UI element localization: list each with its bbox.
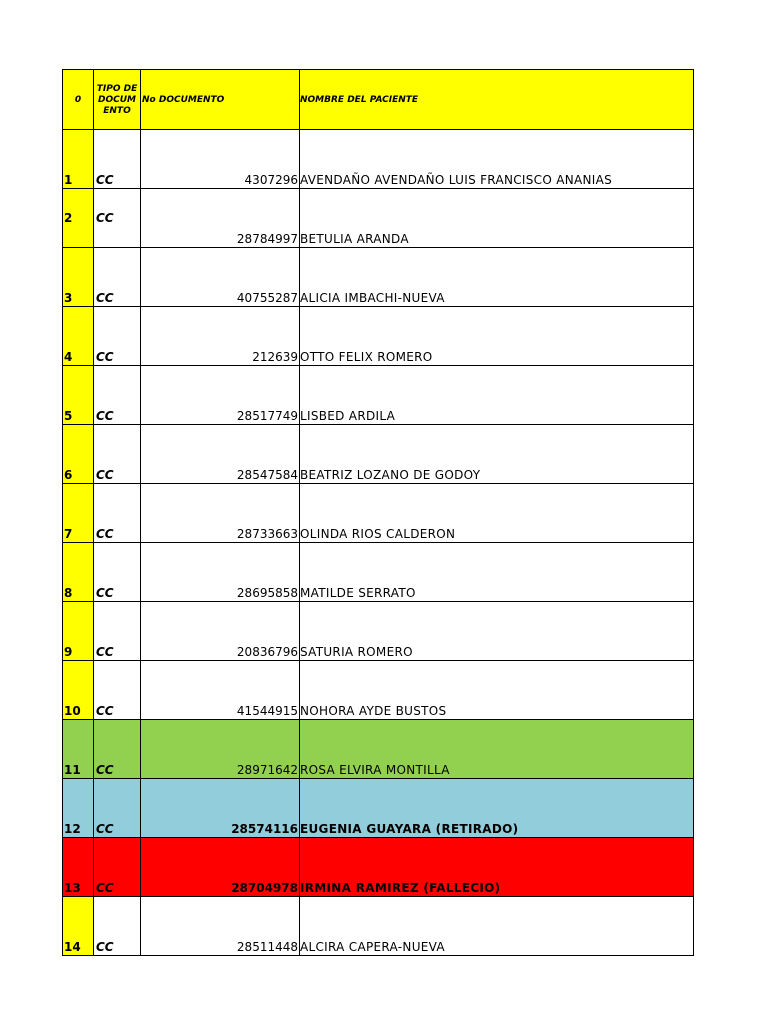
row-nombre-cell[interactable]: BEATRIZ LOZANO DE GODOY — [300, 425, 694, 484]
row-nombre-cell[interactable]: ALCIRA CAPERA-NUEVA — [300, 897, 694, 956]
table-row — [63, 189, 694, 248]
row-num-cell[interactable]: 12 — [63, 779, 94, 838]
row-nombre-cell[interactable]: MATILDE SERRATO — [300, 543, 694, 602]
row-num-cell[interactable]: 4 — [63, 307, 94, 366]
row-tipo-cell[interactable]: CC — [94, 602, 141, 661]
row-num-cell[interactable]: 1 — [63, 130, 94, 189]
row-documento-cell[interactable]: 212639 — [141, 307, 300, 366]
row-num-cell[interactable]: 7 — [63, 484, 94, 543]
row-tipo-cell[interactable]: CC — [94, 661, 141, 720]
table-row — [63, 661, 694, 720]
row-documento-cell[interactable]: 28971642 — [141, 720, 300, 779]
row-tipo-cell[interactable]: CC — [94, 838, 141, 897]
row-num-cell[interactable]: 14 — [63, 897, 94, 956]
header-tipo-line: TIPO DE — [96, 84, 138, 94]
row-num-cell[interactable]: 13 — [63, 838, 94, 897]
table-row — [63, 425, 694, 484]
row-documento-cell[interactable]: 28695858 — [141, 543, 300, 602]
row-nombre-cell[interactable]: LISBED ARDILA — [300, 366, 694, 425]
row-nombre-cell[interactable]: NOHORA AYDE BUSTOS — [300, 661, 694, 720]
row-nombre-cell[interactable]: OLINDA RIOS CALDERON — [300, 484, 694, 543]
row-num-cell[interactable]: 2 — [63, 189, 94, 248]
table-row — [63, 484, 694, 543]
row-num-cell[interactable]: 5 — [63, 366, 94, 425]
header-num-cell[interactable]: 0 — [63, 70, 94, 130]
table-row — [63, 130, 694, 189]
header-tipo-line: ENTO — [103, 106, 131, 116]
row-tipo-cell[interactable]: CC — [94, 779, 141, 838]
header-tipo-line: DOCUM — [98, 95, 136, 105]
row-tipo-cell[interactable]: CC — [94, 130, 141, 189]
row-nombre-cell[interactable]: EUGENIA GUAYARA (RETIRADO) — [300, 779, 694, 838]
row-tipo-cell[interactable]: CC — [94, 366, 141, 425]
header-tipo-cell[interactable] — [94, 70, 141, 130]
row-documento-cell[interactable]: 4307296 — [141, 130, 300, 189]
row-documento-cell[interactable]: 40755287 — [141, 248, 300, 307]
row-documento-cell[interactable]: 28704978 — [141, 838, 300, 897]
row-nombre-cell[interactable]: AVENDAÑO AVENDAÑO LUIS FRANCISCO ANANIAS — [300, 130, 694, 189]
row-num-cell[interactable]: 6 — [63, 425, 94, 484]
table-row — [63, 366, 694, 425]
table-row — [63, 720, 694, 779]
row-nombre-cell[interactable]: ROSA ELVIRA MONTILLA — [300, 720, 694, 779]
row-nombre-cell[interactable]: SATURIA ROMERO — [300, 602, 694, 661]
row-tipo-cell[interactable]: CC — [94, 307, 141, 366]
row-tipo-cell[interactable]: CC — [94, 189, 141, 248]
row-tipo-cell[interactable]: CC — [94, 720, 141, 779]
row-nombre-cell[interactable]: IRMINA RAMIREZ (FALLECIO) — [300, 838, 694, 897]
row-documento-cell[interactable]: 28574116 — [141, 779, 300, 838]
table-row — [63, 897, 694, 956]
row-documento-cell[interactable]: 28547584 — [141, 425, 300, 484]
row-tipo-cell[interactable]: CC — [94, 543, 141, 602]
row-nombre-cell[interactable]: OTTO FELIX ROMERO — [300, 307, 694, 366]
row-num-cell[interactable]: 10 — [63, 661, 94, 720]
table-row — [63, 838, 694, 897]
row-documento-cell[interactable]: 20836796 — [141, 602, 300, 661]
row-tipo-cell[interactable]: CC — [94, 248, 141, 307]
row-tipo-cell[interactable]: CC — [94, 484, 141, 543]
row-documento-cell[interactable]: 41544915 — [141, 661, 300, 720]
table-row — [63, 602, 694, 661]
row-tipo-cell[interactable]: CC — [94, 897, 141, 956]
row-documento-cell[interactable]: 28511448 — [141, 897, 300, 956]
header-row — [63, 70, 694, 130]
row-documento-cell[interactable]: 28784997 — [141, 189, 300, 248]
header-nombre-cell[interactable]: NOMBRE DEL PACIENTE — [300, 70, 694, 130]
row-nombre-cell[interactable]: ALICIA IMBACHI-NUEVA — [300, 248, 694, 307]
row-documento-cell[interactable]: 28517749 — [141, 366, 300, 425]
table-row — [63, 779, 694, 838]
row-documento-cell[interactable]: 28733663 — [141, 484, 300, 543]
row-num-cell[interactable]: 11 — [63, 720, 94, 779]
header-documento-cell[interactable]: No DOCUMENTO — [141, 70, 300, 130]
row-num-cell[interactable]: 3 — [63, 248, 94, 307]
row-num-cell[interactable]: 8 — [63, 543, 94, 602]
row-tipo-cell[interactable]: CC — [94, 425, 141, 484]
row-num-cell[interactable]: 9 — [63, 602, 94, 661]
table-row — [63, 543, 694, 602]
table-row — [63, 307, 694, 366]
row-nombre-cell[interactable]: BETULIA ARANDA — [300, 189, 694, 248]
patient-table — [62, 69, 694, 956]
table-row — [63, 248, 694, 307]
